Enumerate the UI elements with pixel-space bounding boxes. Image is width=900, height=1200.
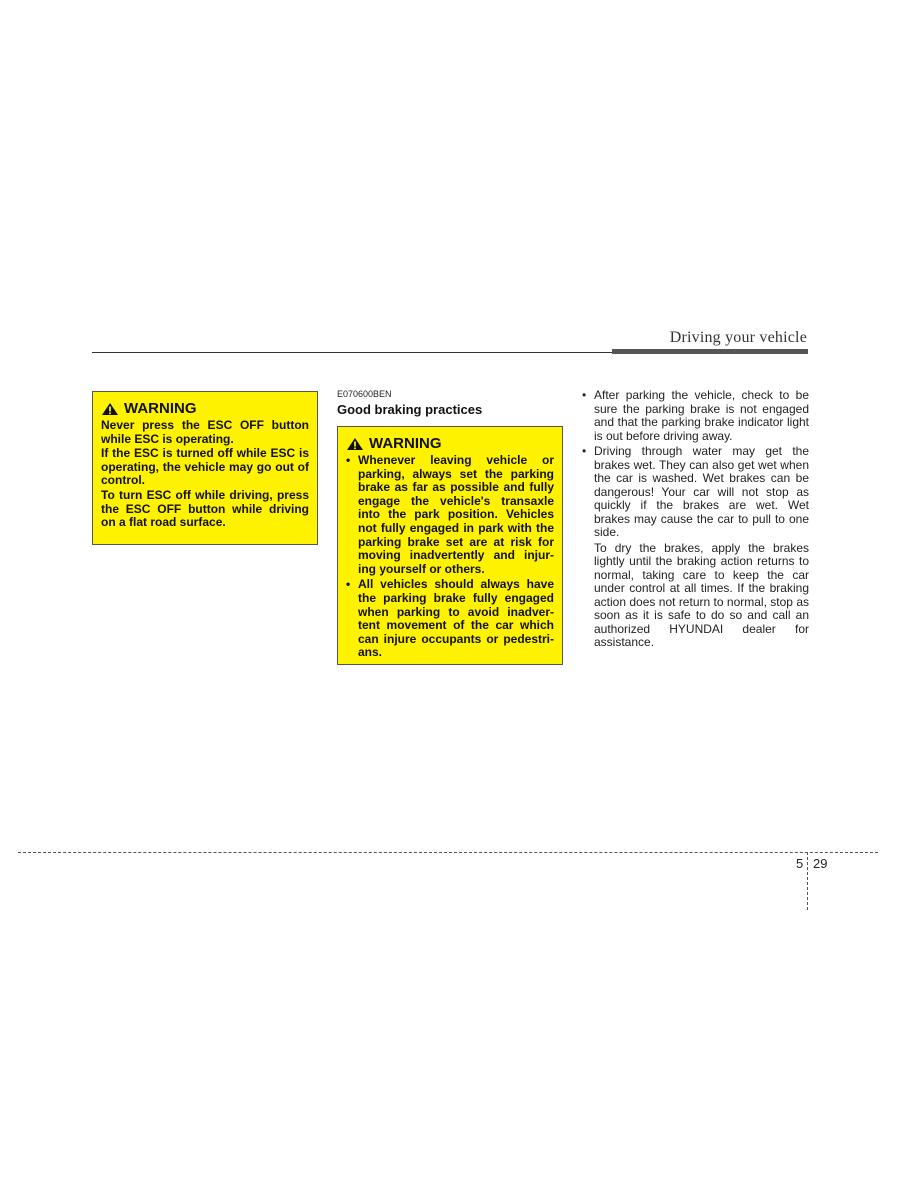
list-item	[346, 454, 554, 576]
list-item-text: After parking the vehicle, check to be sure the parking brake is not engaged and that the parking brake indicator light is out before driving away.	[594, 388, 809, 443]
warning-header	[346, 436, 554, 452]
page-section-title: Driving your vehicle	[669, 329, 807, 346]
list-item	[346, 578, 554, 660]
warning-header	[101, 401, 309, 417]
bullet-icon: •	[582, 388, 587, 402]
footer-rule	[18, 852, 878, 853]
bullet-icon: •	[346, 453, 351, 467]
list-item	[582, 445, 809, 540]
warning-paragraph: Never press the ESC OFF button while ESC is operating.	[101, 418, 309, 446]
section-code: E070600BEN	[337, 389, 392, 399]
bullet-icon: •	[582, 444, 587, 458]
list-item	[582, 389, 809, 443]
warning-paragraph: To turn ESC off while driving, press the ESC OFF button while driving on a flat road surface.	[101, 487, 309, 530]
chapter-number: 5	[796, 856, 804, 871]
continuation-paragraph: To dry the brakes, apply the brakes lightly until the braking action returns to normal, taking care to keep the car under control at all times. If the braking action does not return to normal, stop as soon as it is safe to do so and call an authorized HYUNDAI dealer for assistance.	[594, 540, 809, 649]
bullet-list	[582, 389, 809, 540]
list-item-text: Driving through water may get the brakes wet. They can also get wet when the car is washed. Wet brakes can be dangerous! Your car will not stop as quickly if the brakes are wet. Wet brakes may cause the car to pull to one side.	[594, 444, 809, 539]
parking-warning-box	[337, 426, 563, 665]
warning-title: WARNING	[124, 400, 197, 417]
right-column	[582, 389, 809, 650]
section-heading: Good braking practices	[337, 402, 483, 417]
list-item-text: All vehicles should always have the parking brake fully engaged when parking to avoid inadver-tent movement of the car which can injure occupants or pedestri-ans.	[358, 577, 554, 660]
warning-paragraph: If the ESC is turned off while ESC is operating, the vehicle may go out of control.	[101, 446, 309, 488]
warning-triangle-icon	[101, 402, 119, 416]
header-rule-accent	[612, 349, 808, 354]
footer-divider	[807, 852, 808, 910]
warning-triangle-icon	[346, 437, 364, 451]
warning-list	[346, 454, 554, 660]
esc-warning-box	[92, 391, 318, 545]
bullet-icon: •	[346, 577, 351, 592]
warning-title: WARNING	[369, 435, 442, 452]
page-number: 29	[813, 856, 828, 871]
list-item-text: Whenever leaving vehicle or parking, always set the parking brake as far as possible and fully engage the vehicle's transaxle into the park position. Vehicles not fully engaged in park with the parking brake set are at risk for moving inadvertently and injur-ing yourself or others.	[358, 453, 554, 576]
header-rule	[92, 352, 612, 353]
